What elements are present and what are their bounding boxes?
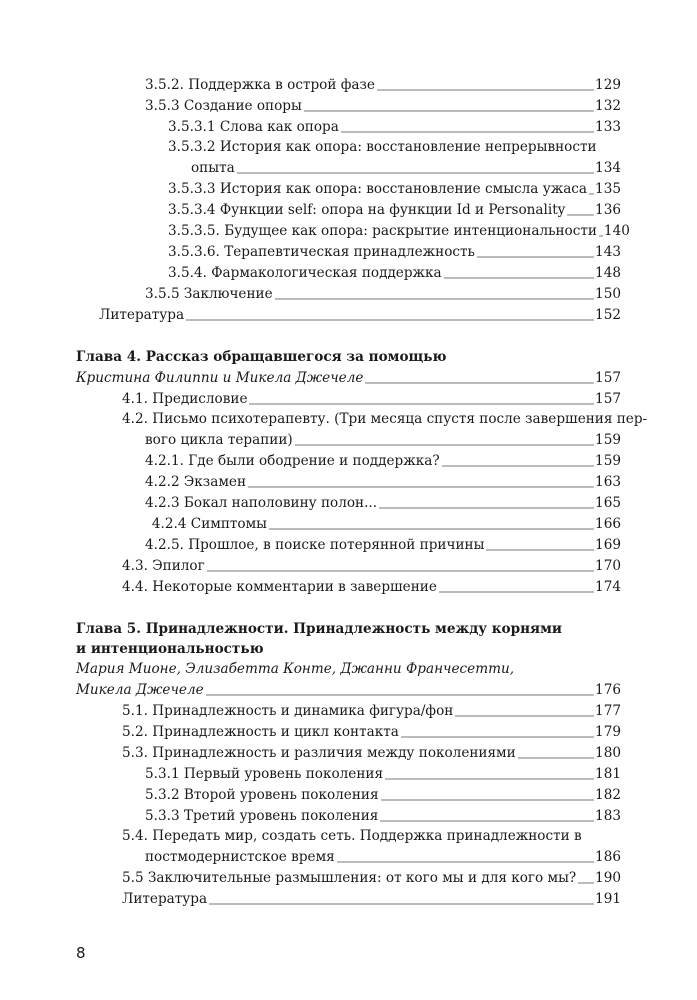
toc-entry-label: постмодернистское время [145,849,335,865]
toc-entry-page: 186 [595,849,621,865]
dot-leader [486,537,594,551]
toc-entry-page: 163 [595,474,621,490]
toc-entry [0,116,697,137]
toc-entry-label: Микела Джечеле [76,682,204,698]
toc-entry [0,576,697,597]
toc-entry-label: 4.2.5. Прошлое, в поиске потерянной причины [145,537,485,553]
dot-leader [249,391,594,405]
toc-entry [0,513,697,534]
toc-entry-label: 4.2.3 Бокал наполовину полон... [145,495,378,511]
toc-entry-page: 169 [595,537,621,553]
toc-entry-line [0,409,697,429]
chapter-heading: Глава 5. Принадлежности. Принадлежность между корнями [76,621,562,637]
toc-entry [0,429,697,450]
toc-entry-page: 157 [595,391,621,407]
dot-leader [237,160,594,174]
page-number: 8 [76,944,86,962]
toc-entry-page: 136 [595,202,621,218]
toc-entry [0,721,697,742]
toc-entry-page: 176 [595,682,621,698]
toc-entry [0,367,697,388]
toc-entry-page: 174 [595,579,621,595]
toc-entry-page: 152 [595,307,621,323]
toc-entry-label: Мария Мионе, Элизабетта Конте, Джанни Франчесетти, [76,661,515,677]
toc-entry [0,700,697,721]
toc-entry-label: 3.5.3.6. Терапевтическая принадлежность [168,244,475,260]
dot-leader [455,703,594,717]
toc-entry-label: 4.2. Письмо психотерапевту. (Три месяца спустя после завершения пер- [122,411,648,427]
dot-leader [385,766,594,780]
chapter-heading: Глава 4. Рассказ обращавшегося за помощью [76,349,447,365]
toc-entry-page: 180 [595,745,621,761]
dot-leader [186,307,594,321]
toc-entry [0,199,697,220]
toc-entry-page: 170 [595,558,621,574]
toc-entry-label: Литература [99,307,185,323]
toc-entry-label: Литература [122,891,208,907]
toc-entry-page: 140 [603,223,630,239]
dot-leader [209,891,594,905]
toc-entry [0,867,697,888]
toc-entry-line [0,137,697,157]
toc-entry-label: 4.2.4 Симптомы [151,516,267,532]
dot-leader [248,474,594,488]
dot-leader [444,265,594,279]
section-spacer [0,597,697,619]
dot-leader [477,244,594,258]
toc-entry [0,220,697,241]
toc-entry [0,157,697,178]
dot-leader [295,432,594,446]
toc-entry-page: 135 [595,181,621,197]
toc-entry-label: 5.2. Принадлежность и цикл контакта [122,724,399,740]
toc-entry-label: 3.5.3.2 История как опора: восстановление непрерывности [168,139,597,155]
toc-entry-page: 179 [595,724,621,740]
toc-entry-page: 181 [595,766,621,782]
toc-entry-label: 5.3.1 Первый уровень поколения [145,766,384,782]
toc-entry-page: 134 [595,160,621,176]
toc-entry-label: 4.2.2 Экзамен [145,474,247,490]
dot-leader [207,558,594,572]
toc-entry [0,846,697,867]
toc-entry-page: 183 [595,808,621,824]
toc-entry-label: вого цикла терапии) [145,432,293,448]
toc-entry [0,74,697,95]
toc-entry-label: 3.5.3.3 История как опора: восстановление смысла ужаса [168,181,588,197]
dot-leader [269,516,594,530]
toc-entry-page: 191 [595,891,621,907]
toc-entry [0,555,697,576]
toc-entry [0,763,697,784]
toc-entry-page: 132 [595,98,621,114]
toc-entry-page: 165 [595,495,621,511]
toc-entry-label: 3.5.5 Заключение [145,286,273,302]
dot-leader [578,870,594,884]
toc-entry-page: 150 [595,286,621,302]
toc-entry-label: Кристина Филиппи и Микела Джечеле [76,370,364,386]
toc-entry [0,784,697,805]
toc-entry-label: 3.5.2. Поддержка в острой фазе [145,77,375,93]
toc-entry [0,388,697,409]
dot-leader [377,77,594,91]
dot-leader [206,682,594,696]
dot-leader [381,787,595,801]
toc-entry [0,534,697,555]
toc-entry-label: 3.5.4. Фармакологическая поддержка [168,265,442,281]
dot-leader [380,808,594,822]
toc-entry-label: 5.3. Принадлежность и различия между поколениями [122,745,516,761]
dot-leader [341,119,594,133]
dot-leader [401,724,594,738]
toc-entry-page: 166 [595,516,621,532]
section-spacer [0,325,697,347]
toc-entry [0,805,697,826]
toc-entry-page: 133 [595,119,621,135]
dot-leader [275,286,594,300]
toc-entry [0,679,697,700]
toc-entry-label: 5.1. Принадлежность и динамика фигура/фон [122,703,454,719]
toc-entry [0,888,697,909]
toc-entry-page: 159 [595,453,621,469]
dot-leader [567,202,594,216]
dot-leader [599,223,603,237]
table-of-contents [0,74,697,909]
dot-leader [379,495,594,509]
toc-entry [0,262,697,283]
dot-leader [442,453,594,467]
dot-leader [589,181,594,195]
toc-entry [0,178,697,199]
dot-leader [439,579,594,593]
toc-entry-label: 4.1. Предисловие [122,391,248,407]
toc-entry [0,450,697,471]
toc-entry-label: 3.5.3.5. Будущее как опора: раскрытие интенциональности [168,223,597,239]
toc-entry-page: 190 [595,870,621,886]
dot-leader [304,98,594,112]
toc-entry-label: 5.3.3 Третий уровень поколения [145,808,379,824]
toc-entry-label: 5.4. Передать мир, создать сеть. Поддержка принадлежности в [122,828,582,844]
toc-entry-page: 129 [595,77,621,93]
toc-entry-page: 159 [595,432,621,448]
toc-entry-label: 5.5 Заключительные размышления: от кого мы и для кого мы? [122,870,577,886]
chapter-heading: и интенциональностью [76,641,264,657]
dot-leader [518,745,594,759]
toc-entry-page: 148 [595,265,621,281]
dot-leader [365,370,594,384]
dot-leader [337,849,594,863]
toc-entry-label: 3.5.3.4 Функции self: опора на функции Id и Personality [168,202,566,218]
toc-entry-label: 5.3.2 Второй уровень поколения [145,787,379,803]
toc-entry-label: опыта [191,160,235,176]
toc-entry-label: 4.4. Некоторые комментарии в завершение [122,579,437,595]
toc-entry-label: 4.2.1. Где были ободрение и поддержка? [145,453,440,469]
toc-entry-label: 4.3. Эпилог [122,558,205,574]
toc-entry-line [0,826,697,846]
toc-entry-page: 182 [595,787,621,803]
toc-entry [0,492,697,513]
toc-entry [0,95,697,116]
toc-entry-page: 157 [595,370,621,386]
toc-entry [0,304,697,325]
toc-entry [0,471,697,492]
toc-entry [0,742,697,763]
toc-entry-page: 177 [595,703,621,719]
toc-entry-line [0,659,697,679]
toc-entry [0,241,697,262]
toc-entry-page: 143 [595,244,621,260]
toc-entry-label: 3.5.3 Создание опоры [145,98,302,114]
toc-entry [0,283,697,304]
toc-entry-label: 3.5.3.1 Слова как опора [168,119,339,135]
